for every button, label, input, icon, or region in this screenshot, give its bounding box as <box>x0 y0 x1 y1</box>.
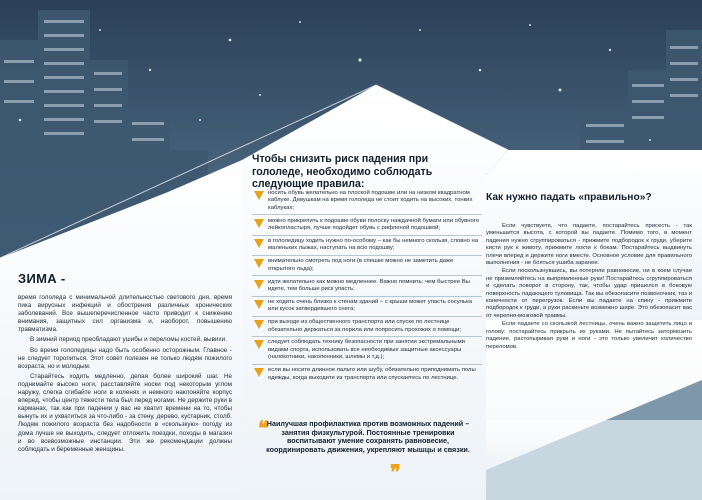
triangle-bullet-icon <box>254 191 264 200</box>
rules-list <box>252 190 482 386</box>
left-text-block <box>18 294 232 456</box>
rule-item: в гололедицу ходить нужно по-особому – как бы немного скользя, словно на маленьких лыжах, наступать на всю подошву; <box>252 238 482 256</box>
rule-item: следует соблюдать технику безопасности при занятии экстремальными видами спорта, использовать все необходимые защитные аксессуары (налокотники, наколенники, шлемы и т.д.); <box>252 339 482 364</box>
triangle-bullet-icon <box>254 259 264 268</box>
rule-item: можно прикрепить к подошве обуви полоску наждачной бумаги или обувного лейкопластыря, лучше подойдет обувь с рифленой подошвой; <box>252 218 482 236</box>
rules-title: Чтобы снизить риск падения при гололеде, необходимо соблюдать следующие правила: <box>252 153 433 190</box>
quote-open-icon: ❝ <box>258 416 269 440</box>
rule-item: носить обувь желательно на плоской подошве или на низком квадратном каблуке. Девушкам на время гололеда не стоит ходить на высоких, тонких каблуках; <box>252 190 482 215</box>
right-paragraph: Если чувствуете, что падаете, постарайтесь присесть - так уменьшится высота, с которой вы падаете. Помимо того, в момент падения нужно сгруппироваться - прижмите подбородок к груди, уберите кисти рук к животу, прижмите локти к бокам. Постарайтесь выдвинуть плечи вперед и держите ноги вместе. Основное условие для правильного выполнения - не бояться ушиба заранее. <box>486 223 692 267</box>
triangle-bullet-icon <box>254 320 264 329</box>
rule-item: идти желательно как можно медленнее. Важно помнить: чем быстрее Вы идете, тем больше риск упасть; <box>252 279 482 297</box>
rule-item: при выходе из общественного транспорта или спуске по лестнице обязательно держаться за перила или попросить прохожих о помощи; <box>252 319 482 337</box>
triangle-bullet-icon <box>254 368 264 377</box>
right-paragraph: Если падаете со скользкой лестницы, очень важно защитить лицо и голову: постарайтесь прикрыть их руками. Не пытайтесь затормозить падение, растопыривая руки и ноги - это только увеличит количество переломов. <box>486 321 692 350</box>
left-title: ЗИМА - <box>18 271 66 286</box>
right-paragraph: Если поскользнувшись, вы потеряли равновесие, ни в коем случае не приземляйтесь на выпрямленные руки! Постарайтесь сгруппироваться и сделать поворот в сторону, так, чтобы удар пришелся в боковую поверхность падающего туловища. Так вы обезопасите позвоночник, таз и конечности от перегрузок. Если вы падаете на спину - прижмите подбородок к груди, а руки раскиньте возможно шире. Это обезопасит вас от черепно-мозговой травмы. <box>486 268 692 319</box>
left-paragraph: время гололеда с минимальной длительностью светового дня, время пика вирусных инфекций и обострения различных хронических заболеваний. Все вышеперечисленное часто приводит к снижению внимания, защитных сил организма и, наоборот, повышению травматизма. <box>18 294 232 334</box>
prevention-quote: Наилучшая профилактика против возможных падений – занятия физкультурой. Постоянные тренировки воспитывают умение сохранять равновесие, координировать движения, укрепляют мышцы и связки. <box>266 419 470 454</box>
rule-item: если вы носите длинное пальто или шубу, обязательно приподнимать полы одежды, когда выходите из транспорта или спускаетесь по лестнице. <box>252 367 482 384</box>
quote-close-icon: ❞ <box>390 460 401 484</box>
right-text-block <box>486 223 692 352</box>
triangle-bullet-icon <box>254 219 264 228</box>
rule-item: внимательно смотреть под ноги (в спешке можно не заметить даже открытого льда); <box>252 258 482 276</box>
left-paragraph: Во время гололедицы надо быть особенно осторожным. Главное - не следует торопиться. Этот совет полезен не только людям пожилого возраста, но и молодым. <box>18 346 232 370</box>
rule-item: не ходить очень близко к стенам зданий – с крыши может упасть сосулька или кусок затвердевшего снега; <box>252 299 482 317</box>
triangle-bullet-icon <box>254 280 264 289</box>
right-title: Как нужно падать «правильно»? <box>486 192 652 203</box>
triangle-bullet-icon <box>254 300 264 309</box>
triangle-bullet-icon <box>254 239 264 248</box>
left-paragraph: В зимний период преобладают ушибы и переломы костей, вывихи. <box>30 336 227 344</box>
triangle-bullet-icon <box>254 340 264 349</box>
left-paragraph: Старайтесь ходить медленно, делая более широкий шаг. Не поднимайте высоко ноги, расставляйте носки под некоторым углом наружу, слегка сгибайте ноги в коленях и немного наклоняйте корпус вперед, чтобы центр тяжести тела был перед ногами. Не держите руки в карманах, так как при падении у вас не хватит времени на то, чтобы вынуть их и ухватиться за что-либо - за стену, дерево, кустарник, столб. Людям пожилого возраста без надобности в «скользкую» погоду из дома лучше не выходить, следует отложить поездки, походы в магазин и во всевозможные инстанции. Эти же рекомендации должны соблюдать и беременные женщины. <box>18 372 232 453</box>
